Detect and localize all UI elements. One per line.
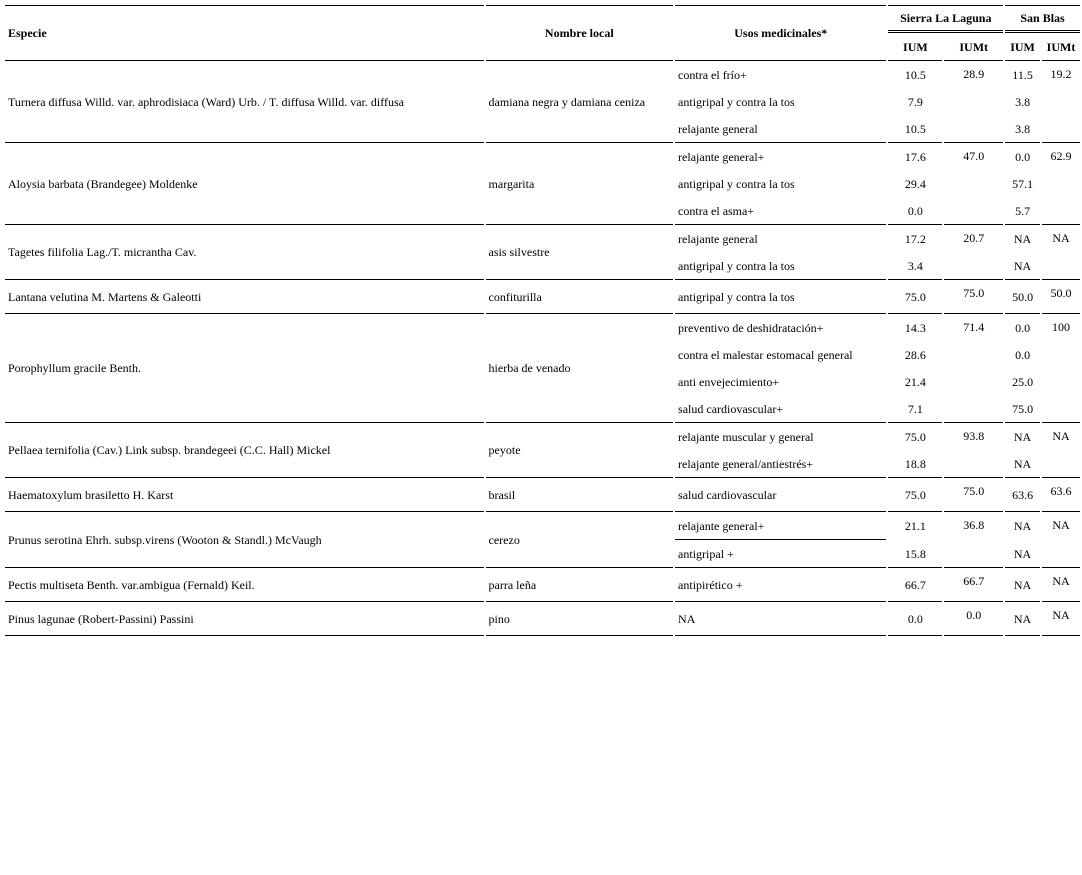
table-row — [5, 61, 1080, 88]
local-name: damiana negra y damiana ceniza — [486, 61, 674, 143]
table-header — [5, 5, 1080, 61]
iumt-sanblas-value: NA — [1042, 512, 1080, 568]
medicinal-use: antigripal y contra la tos — [675, 280, 886, 314]
ium-sanblas-value: 50.0 — [1005, 280, 1040, 314]
species-name: Pellaea ternifolia (Cav.) Link subsp. brandegeei (C.C. Hall) Mickel — [5, 423, 484, 478]
ium-sanblas-value: 5.7 — [1005, 197, 1040, 225]
species-name: Turnera diffusa Willd. var. aphrodisiaca (Ward) Urb. / T. diffusa Willd. var. diffusa — [5, 61, 484, 143]
table-row — [5, 423, 1080, 450]
ium-sanblas-value: 63.6 — [1005, 478, 1040, 512]
ium-sanblas-value: NA — [1005, 450, 1040, 478]
ium-sanblas-value: 25.0 — [1012, 374, 1034, 389]
medicinal-use: relajante general — [678, 231, 758, 246]
medicinal-use: anti envejecimiento+ — [678, 374, 780, 389]
table-row — [5, 280, 1080, 314]
header-especie: Especie — [5, 5, 484, 61]
iumt-sanblas-value: NA — [1042, 225, 1080, 280]
ium-sierra-value: 75.0 — [904, 429, 926, 444]
medicinal-use: salud cardiovascular — [675, 478, 886, 512]
ium-sierra-value: 10.5 — [888, 115, 942, 143]
species-name: Aloysia barbata (Brandegee) Moldenke — [5, 143, 484, 225]
ium-sierra-value: 0.0 — [888, 602, 942, 636]
iumt-sierra-value: 75.0 — [944, 280, 1003, 314]
table-row — [5, 225, 1080, 252]
species-name: Pinus lagunae (Robert-Passini) Passini — [5, 602, 484, 636]
iumt-sanblas-value: 100 — [1042, 314, 1080, 423]
medicinal-use: antigripal + — [675, 540, 886, 568]
table-row — [5, 512, 1080, 540]
ium-sanblas-value: 0.0 — [1015, 149, 1031, 164]
ium-sierra-value: 75.0 — [888, 280, 942, 314]
ium-sierra-value: 15.8 — [888, 540, 942, 568]
iumt-sierra-value: 47.0 — [944, 143, 1003, 225]
local-name: margarita — [486, 143, 674, 225]
medicinal-use: contra el malestar estomacal general — [678, 347, 853, 362]
ium-sanblas-value: 3.8 — [1005, 115, 1040, 143]
local-name: brasil — [486, 478, 674, 512]
ium-sierra-value: 17.6 — [904, 149, 926, 164]
species-name: Lantana velutina M. Martens & Galeotti — [5, 280, 484, 314]
ium-sierra-value: 14.3 — [904, 320, 926, 335]
medicinal-use: contra el frío+ — [678, 67, 747, 82]
iumt-sanblas-value: 19.2 — [1042, 61, 1080, 143]
header-ium-sierra: IUM — [888, 33, 942, 61]
table-row — [5, 314, 1080, 341]
iumt-sierra-value: 36.8 — [944, 512, 1003, 568]
ium-sierra-value: 29.4 — [904, 176, 926, 191]
iumt-sanblas-value: 62.9 — [1042, 143, 1080, 225]
table-row — [5, 478, 1080, 512]
local-name: peyote — [486, 423, 674, 478]
medicinal-use: antipirético + — [675, 568, 886, 602]
ium-sierra-value: 7.9 — [907, 94, 923, 109]
iumt-sierra-value: 20.7 — [944, 225, 1003, 280]
ium-sanblas-value: NA — [1013, 231, 1032, 246]
iumt-sanblas-value: 63.6 — [1042, 478, 1080, 512]
header-sierra-la-laguna: Sierra La Laguna — [888, 5, 1003, 33]
ium-sanblas-value: NA — [1005, 602, 1040, 636]
medicinal-use: relajante general — [675, 115, 886, 143]
iumt-sierra-value: 66.7 — [944, 568, 1003, 602]
header-ium-sanblas: IUM — [1005, 33, 1040, 61]
medicinal-use: antigripal y contra la tos — [678, 94, 795, 109]
ium-sanblas-value: 3.8 — [1015, 94, 1031, 109]
local-name: hierba de venado — [486, 314, 674, 423]
iumt-sierra-value: 71.4 — [944, 314, 1003, 423]
ium-sanblas-value: 0.0 — [1015, 347, 1031, 362]
ium-sanblas-value: NA — [1005, 540, 1040, 568]
ium-sierra-value: 21.4 — [904, 374, 926, 389]
iumt-sierra-value: 28.9 — [944, 61, 1003, 143]
table-row — [5, 568, 1080, 602]
medicinal-use: relajante muscular y general — [678, 429, 814, 444]
iumt-sanblas-value: NA — [1042, 423, 1080, 478]
iumt-sierra-value: 0.0 — [944, 602, 1003, 636]
ium-sierra-value: 3.4 — [888, 252, 942, 280]
ium-sanblas-value: NA — [1005, 252, 1040, 280]
local-name: pino — [486, 602, 674, 636]
medicinal-use: relajante general/antiestrés+ — [675, 450, 886, 478]
medicinal-use: antigripal y contra la tos — [678, 176, 795, 191]
species-name: Prunus serotina Ehrh. subsp.virens (Wooton & Standl.) McVaugh — [5, 512, 484, 568]
iumt-sanblas-value: NA — [1042, 568, 1080, 602]
header-usos-medicinales: Usos medicinales* — [675, 5, 886, 61]
species-name: Tagetes filifolia Lag./T. micrantha Cav. — [5, 225, 484, 280]
medicinal-use: relajante general+ — [675, 512, 886, 540]
ium-sierra-value: 17.2 — [904, 231, 926, 246]
medicinal-use: salud cardiovascular+ — [675, 395, 886, 423]
ium-sierra-value: 75.0 — [888, 478, 942, 512]
ium-sanblas-value: 11.5 — [1012, 67, 1033, 82]
local-name: asis silvestre — [486, 225, 674, 280]
local-name: cerezo — [486, 512, 674, 568]
species-name: Haematoxylum brasiletto H. Karst — [5, 478, 484, 512]
table-row — [5, 602, 1080, 636]
table-row — [5, 143, 1080, 170]
medicinal-use: contra el asma+ — [675, 197, 886, 225]
header-iumt-sanblas: IUMt — [1042, 33, 1080, 61]
iumt-sierra-value: 93.8 — [944, 423, 1003, 478]
ium-sierra-value: 0.0 — [888, 197, 942, 225]
medicinal-use: preventivo de deshidratación+ — [678, 320, 824, 335]
species-name: Pectis multiseta Benth. var.ambigua (Fernald) Keil. — [5, 568, 484, 602]
medicinal-use: antigripal y contra la tos — [675, 252, 886, 280]
local-name: parra leña — [486, 568, 674, 602]
ium-sanblas-value: 0.0 — [1015, 320, 1031, 335]
ium-sanblas-value: 57.1 — [1012, 176, 1034, 191]
species-name: Porophyllum gracile Benth. — [5, 314, 484, 423]
ium-sierra-value: 66.7 — [888, 568, 942, 602]
ium-sierra-value: 10.5 — [904, 67, 926, 82]
iumt-sanblas-value: 50.0 — [1042, 280, 1080, 314]
ium-sierra-value: 21.1 — [904, 519, 926, 533]
header-san-blas: San Blas — [1005, 5, 1080, 33]
medicinal-uses-table — [3, 5, 1082, 636]
header-nombre-local: Nombre local — [486, 5, 674, 61]
header-iumt-sierra: IUMt — [944, 33, 1003, 61]
local-name: confiturilla — [486, 280, 674, 314]
iumt-sierra-value: 75.0 — [944, 478, 1003, 512]
ium-sanblas-value: NA — [1005, 568, 1040, 602]
header-row-1 — [5, 5, 1080, 33]
ium-sanblas-value: NA — [1013, 429, 1032, 444]
ium-sierra-value: 7.1 — [888, 395, 942, 423]
ium-sanblas-value: 75.0 — [1005, 395, 1040, 423]
table-body — [5, 61, 1080, 636]
ium-sierra-value: 28.6 — [904, 347, 926, 362]
medicinal-use: relajante general+ — [678, 149, 765, 164]
medicinal-use: NA — [675, 602, 886, 636]
ium-sanblas-value: NA — [1013, 519, 1032, 533]
iumt-sanblas-value: NA — [1042, 602, 1080, 636]
ium-sierra-value: 18.8 — [888, 450, 942, 478]
